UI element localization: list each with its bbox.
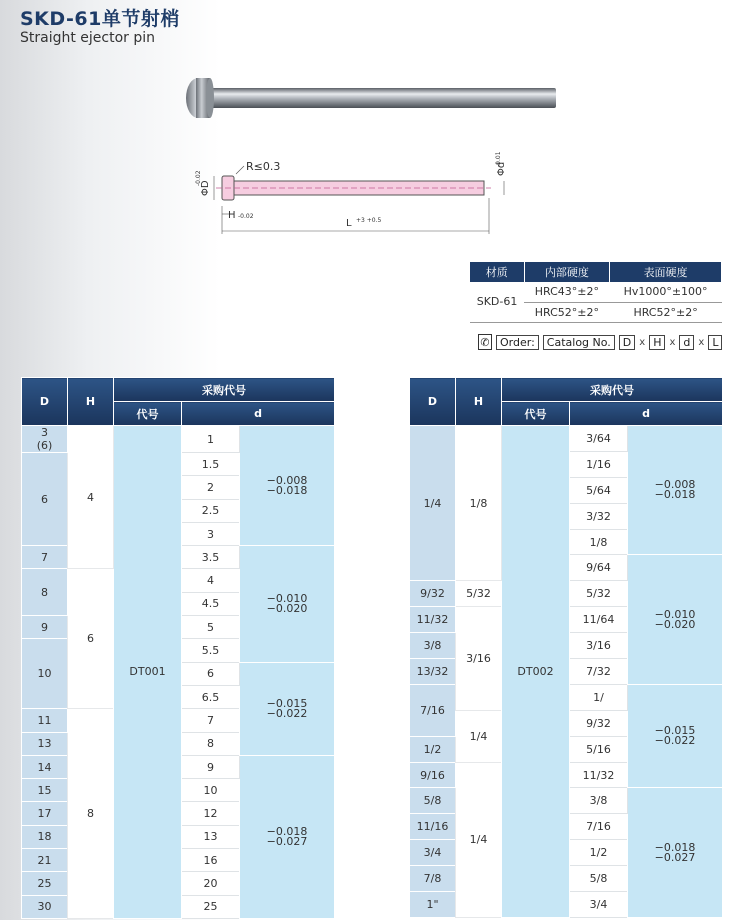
cell-d: 5/8 [570,866,628,892]
cell-d: 9/64 [570,555,628,581]
cell-d: 4.5 [182,592,240,615]
material-name: SKD-61 [470,282,524,322]
cell-d: 25 [182,895,240,918]
head-diameter-label: ΦD [200,180,211,196]
cell-d: 7 [182,709,240,732]
metric-spec-table [21,377,335,919]
cell-d: 6 [182,662,240,685]
internal-hardness-header: 内部硬度 [524,262,610,282]
dimension-drawing [186,140,516,240]
cell-d: 1/2 [570,840,628,866]
cell-d: 5.5 [182,639,240,662]
page-title: SKD-61单节射梢 [20,8,180,30]
cell-d: 5 [182,616,240,639]
cell-tolerance: −0.015 −0.022 [240,662,335,755]
cell-tolerance: −0.015 −0.022 [628,684,723,788]
cell-d: 3/4 [570,892,628,918]
col-header-d: d [182,402,335,426]
cell-d: 3/32 [570,503,628,529]
internal-hardness-2: HRC52°±2° [524,302,610,322]
cell-code: DT001 [114,426,182,919]
internal-hardness-1: HRC43°±2° [524,282,610,302]
col-header-purchase: 采购代号 [114,378,335,402]
cell-d: 12 [182,802,240,825]
catalog-number-box: Catalog No. [543,335,615,350]
cell-D: 5/8 [410,788,456,814]
cell-D: 1" [410,892,456,918]
cell-D: 3/4 [410,840,456,866]
cell-d: 13 [182,825,240,848]
cell-d: 3/8 [570,788,628,814]
cell-H: 1/8 [456,426,502,581]
cell-d: 9 [182,755,240,778]
cell-d: 11/64 [570,607,628,633]
cell-d: 3/16 [570,633,628,659]
cell-tolerance: −0.010 −0.020 [628,555,723,684]
cell-D: 13/32 [410,659,456,685]
cell-d: 4 [182,569,240,592]
cell-d: 5/32 [570,581,628,607]
col-header-purchase: 采购代号 [502,378,723,402]
cell-D: 9/16 [410,762,456,788]
cell-D: 9 [22,616,68,639]
pin-diameter-label: Φd [496,161,507,176]
col-header-code: 代号 [114,402,182,426]
col-header-code: 代号 [502,402,570,426]
head-height-label: H [228,210,236,221]
length-label: L [346,218,352,229]
cell-D: 7 [22,546,68,569]
order-field-d-head: D [619,335,635,350]
imperial-spec-table [409,377,723,918]
col-header-d: d [570,402,723,426]
cell-d: 3 [182,522,240,545]
cell-d: 11/32 [570,762,628,788]
cell-tolerance: −0.018 −0.027 [628,788,723,917]
cell-d: 5/64 [570,477,628,503]
cell-tolerance: −0.008 −0.018 [628,426,723,555]
cell-H: 4 [68,426,114,569]
cell-d: 7/16 [570,814,628,840]
cell-D: 30 [22,895,68,918]
cell-d: 7/32 [570,659,628,685]
pin-diameter-tolerance: -0.01 [495,151,502,167]
cell-tolerance: −0.018 −0.027 [240,755,335,918]
cell-d: 9/32 [570,710,628,736]
cell-D: 3 (6) [22,426,68,453]
col-header-D: D [22,378,68,426]
cell-H: 1/4 [456,710,502,762]
cell-d: 2.5 [182,499,240,522]
cell-H: 8 [68,709,114,919]
order-field-h: H [649,335,665,350]
cell-d: 1/16 [570,451,628,477]
order-format [478,334,722,350]
cell-d: 1 [182,426,240,453]
table-row [410,426,723,452]
order-field-l: L [708,335,722,350]
material-header: 材质 [470,262,524,282]
cell-D: 8 [22,569,68,616]
cell-tolerance: −0.008 −0.018 [240,426,335,546]
surface-hardness-1: Hv1000°±100° [610,282,722,302]
cell-D: 15 [22,779,68,802]
cell-H: 5/32 [456,581,502,607]
cell-D: 13 [22,732,68,755]
cell-D: 9/32 [410,581,456,607]
cell-D: 18 [22,825,68,848]
surface-hardness-2: HRC52°±2° [610,302,722,322]
col-header-D: D [410,378,456,426]
cell-tolerance: −0.010 −0.020 [240,546,335,662]
cell-D: 6 [22,453,68,546]
cell-D: 7/16 [410,684,456,736]
ejector-pin-photo [180,74,560,130]
head-diameter-tolerance: -0.02 [195,170,202,186]
order-field-d: d [679,335,694,350]
cell-d: 10 [182,779,240,802]
cell-d: 20 [182,872,240,895]
order-sep: x [669,336,676,348]
cell-H: 3/16 [456,607,502,711]
cell-D: 11/16 [410,814,456,840]
cell-D: 21 [22,849,68,872]
radius-label: R≤0.3 [246,160,281,173]
cell-D: 10 [22,639,68,709]
table-row [22,426,335,453]
cell-D: 3/8 [410,633,456,659]
cell-d: 1.5 [182,453,240,476]
cell-H: 1/4 [456,762,502,917]
col-header-H: H [68,378,114,426]
cell-d: 1/8 [570,529,628,555]
cell-D: 11/32 [410,607,456,633]
length-tolerance: +3 +0.5 [356,217,382,224]
order-sep: x [698,336,705,348]
cell-D: 1/4 [410,426,456,581]
phone-icon: ✆ [478,334,492,350]
cell-D: 1/2 [410,736,456,762]
cell-d: 3/64 [570,426,628,452]
cell-d: 1/ [570,684,628,710]
cell-D: 25 [22,872,68,895]
cell-D: 17 [22,802,68,825]
cell-d: 2 [182,476,240,499]
page-subtitle: Straight ejector pin [20,30,156,46]
cell-d: 3.5 [182,546,240,569]
cell-code: DT002 [502,426,570,918]
material-table [470,262,722,323]
cell-D: 11 [22,709,68,732]
surface-hardness-header: 表面硬度 [610,262,722,282]
col-header-H: H [456,378,502,426]
cell-D: 14 [22,755,68,778]
cell-H: 6 [68,569,114,709]
order-label: Order: [496,335,539,350]
order-sep: x [639,336,646,348]
head-height-tolerance: -0.02 [238,213,254,220]
cell-D: 7/8 [410,866,456,892]
cell-d: 16 [182,849,240,872]
cell-d: 6.5 [182,685,240,708]
cell-d: 8 [182,732,240,755]
cell-d: 5/16 [570,736,628,762]
